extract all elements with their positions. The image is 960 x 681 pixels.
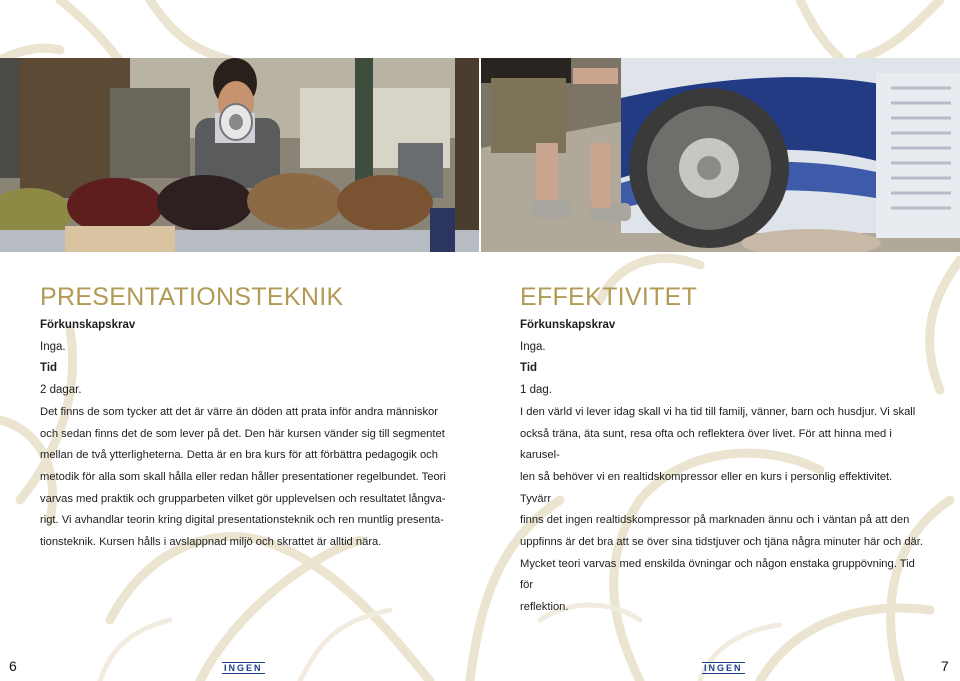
market-vendor-photo bbox=[0, 58, 479, 252]
description-line: len så behöver vi en realtidskompressor eller en kurs i personlig effektivitet. Tyvärr bbox=[520, 470, 893, 505]
description-line: uppfinns är det bra att se över sina tidstjuver och tjäna några minuter här och där. bbox=[520, 536, 923, 549]
right-course-section bbox=[520, 282, 925, 619]
time-value: 1 dag. bbox=[520, 384, 552, 397]
course-title: EFFEKTIVITET bbox=[520, 283, 698, 311]
left-course-section bbox=[40, 282, 455, 554]
page-number-left: 6 bbox=[9, 658, 17, 674]
prerequisites-label: Förkunskapskrav bbox=[40, 319, 136, 331]
description-line: reflektion. bbox=[520, 601, 569, 614]
course-description bbox=[520, 402, 925, 619]
description-line: och sedan finns det de som lever på det. Den här kursen vänder sig till segmentet bbox=[40, 427, 445, 440]
time-label: Tid bbox=[40, 362, 58, 375]
description-line: finns det ingen realtidskompressor på marknaden ännu och i väntan på att den bbox=[520, 514, 910, 527]
prerequisites-value: Inga. bbox=[520, 340, 546, 353]
description-line: varvas med praktik och grupparbeten vilket gör upplevelsen och resultatet långva- bbox=[40, 492, 446, 505]
description-line: också träna, äta sunt, resa ofta och reflektera över livet. För att hinna med i karusel- bbox=[520, 427, 892, 462]
description-line: metodik för alla som skall hålla eller redan håller presentationer regelbundet. Teori bbox=[40, 470, 446, 483]
course-description bbox=[40, 402, 455, 554]
course-title: PRESENTATIONSTEKNIK bbox=[40, 283, 344, 311]
description-line: Det finns de som tycker att det är värre än döden att prata inför andra människor bbox=[40, 405, 438, 418]
time-label: Tid bbox=[520, 362, 538, 375]
description-line: I den värld vi lever idag skall vi ha tid till familj, vänner, barn och husdjur. Vi skall bbox=[520, 405, 916, 418]
description-line: mellan de två ytterligheterna. Detta är en bra kurs för att förbättra pedagogik och bbox=[40, 449, 438, 462]
prerequisites-label: Förkunskapskrav bbox=[520, 319, 616, 331]
ingen-logo: INGEN bbox=[704, 663, 743, 673]
description-line: Mycket teori varvas med enskilda övningar och någon enstaka gruppövning. Tid för bbox=[520, 557, 915, 592]
bus-wheel-photo bbox=[481, 58, 960, 252]
description-line: rigt. Vi avhandlar teorin kring digital presentationsteknik och ren muntlig presenta- bbox=[40, 514, 445, 527]
ingen-logo: INGEN bbox=[224, 663, 263, 673]
description-line: tionsteknik. Kursen hålls i avslappnad miljö och skrattet är alltid nära. bbox=[40, 536, 382, 549]
page-number-right: 7 bbox=[941, 658, 949, 674]
time-value: 2 dagar. bbox=[40, 384, 82, 397]
prerequisites-value: Inga. bbox=[40, 340, 66, 353]
